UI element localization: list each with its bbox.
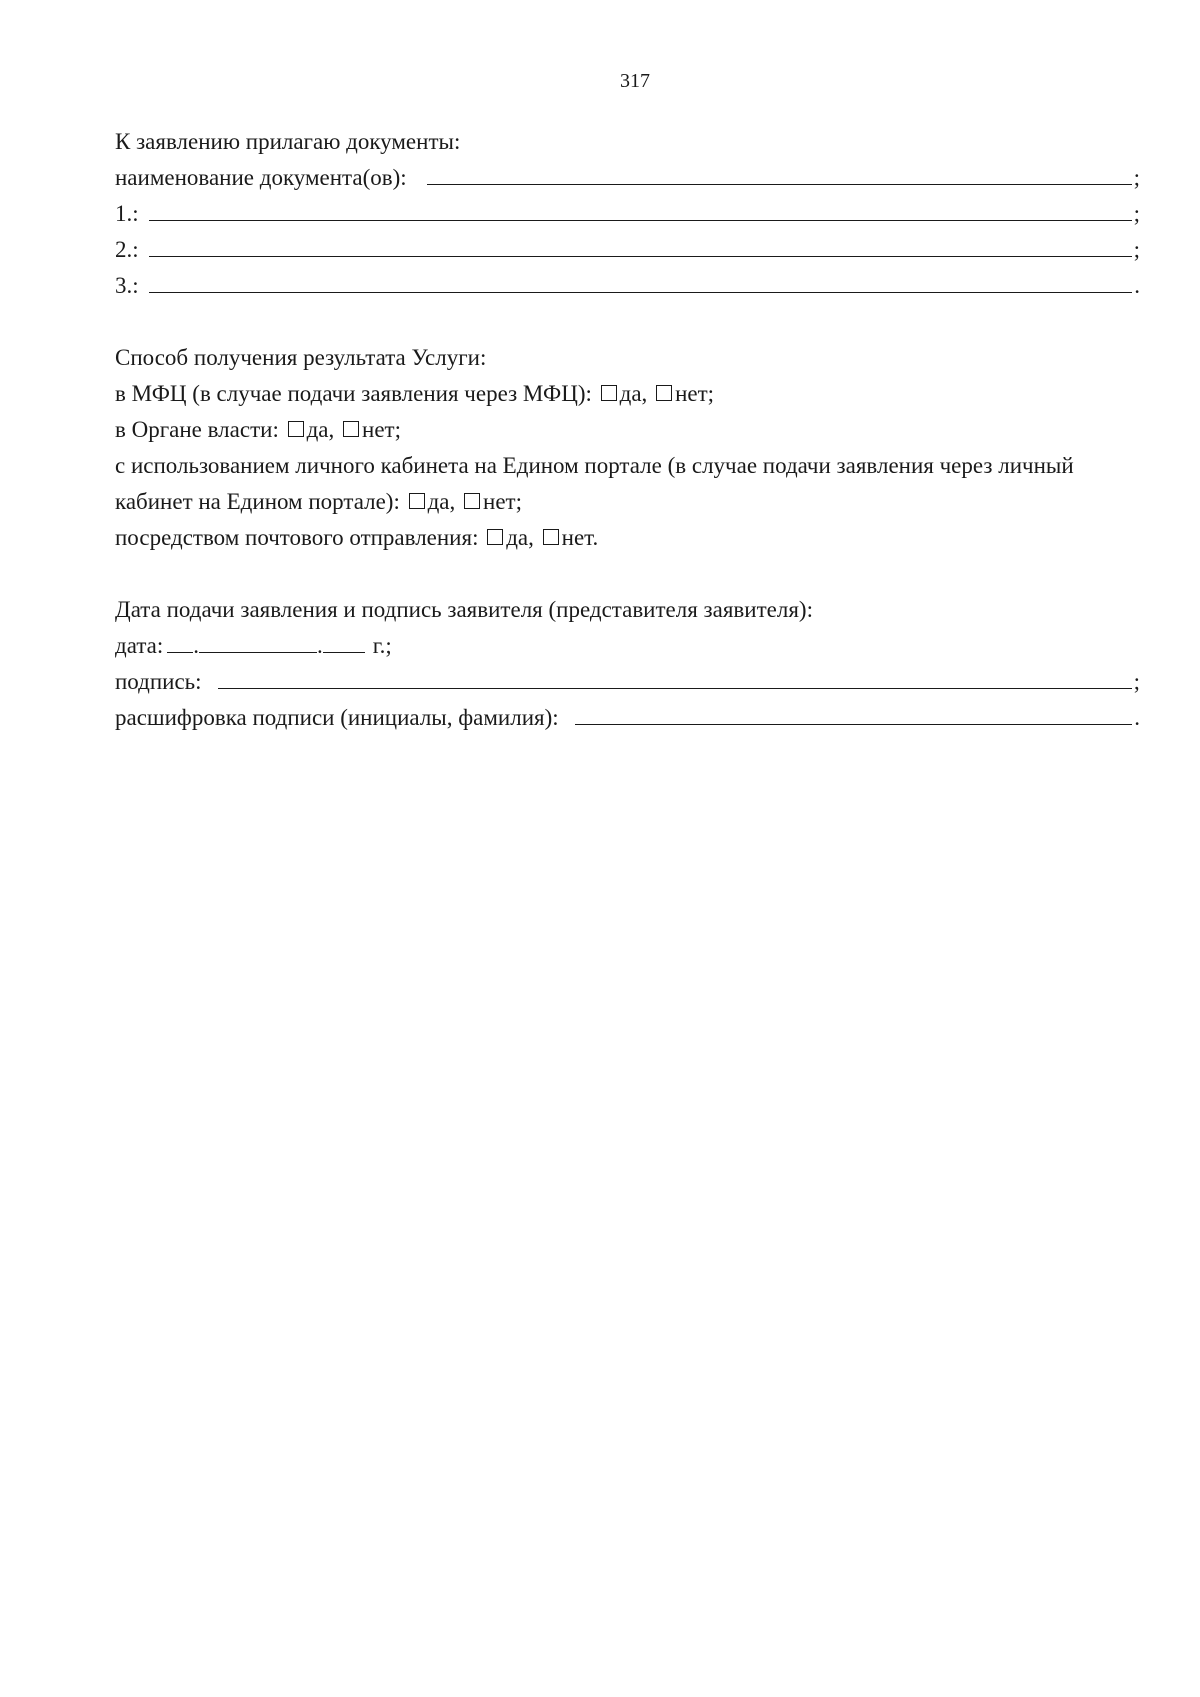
mfc-no-checkbox[interactable] — [656, 385, 672, 401]
delivery-portal-line2 — [115, 484, 1140, 520]
signature-field[interactable] — [218, 666, 1132, 689]
attachment-end-1: ; — [1133, 201, 1140, 226]
delivery-heading-text: Способ получения результата Услуги: — [115, 345, 487, 370]
date-year-field[interactable] — [323, 632, 365, 653]
portal-no-checkbox[interactable] — [464, 493, 480, 509]
decode-line — [115, 700, 1140, 736]
date-year-suffix: г.; — [372, 633, 392, 658]
delivery-portal-line1 — [115, 448, 1140, 484]
delivery-portal-label: кабинет на Едином портале): — [115, 489, 400, 514]
section-spacer — [115, 556, 1140, 592]
attachment-end-3: . — [1134, 273, 1140, 298]
attachment-field-3[interactable] — [149, 270, 1133, 293]
date-month-field[interactable] — [199, 632, 317, 653]
mfc-yes-checkbox[interactable] — [601, 385, 617, 401]
date-dot-2: . — [317, 633, 323, 658]
decode-end: . — [1134, 705, 1140, 730]
document-name-line — [115, 160, 1140, 196]
attachments-heading — [115, 124, 1140, 160]
mfc-no-label: нет; — [675, 381, 715, 406]
attachment-line-3 — [115, 268, 1140, 304]
decode-field[interactable] — [575, 702, 1133, 725]
organ-yes-label: да, — [306, 417, 335, 442]
delivery-post — [115, 520, 1140, 556]
post-no-checkbox[interactable] — [543, 529, 559, 545]
delivery-organ — [115, 412, 1140, 448]
signature-line — [115, 664, 1140, 700]
portal-yes-label: да, — [427, 489, 456, 514]
delivery-portal-text: с использованием личного кабинета на Едином портале (в случае подачи заявления через личный — [115, 453, 1074, 478]
delivery-organ-label: в Органе власти: — [115, 417, 279, 442]
delivery-mfc-label: в МФЦ (в случае подачи заявления через МФЦ): — [115, 381, 592, 406]
attachments-heading-text: К заявлению прилагаю документы: — [115, 129, 461, 154]
document-name-field[interactable] — [427, 162, 1132, 185]
organ-no-label: нет; — [362, 417, 401, 442]
post-no-label: нет. — [561, 525, 599, 550]
delivery-post-label: посредством почтового отправления: — [115, 525, 479, 550]
mfc-yes-label: да, — [619, 381, 648, 406]
attachment-line-2 — [115, 232, 1140, 268]
signature-label: подпись: — [115, 669, 202, 694]
portal-yes-checkbox[interactable] — [409, 493, 425, 509]
post-yes-checkbox[interactable] — [487, 529, 503, 545]
signature-heading — [115, 592, 1140, 628]
date-label: дата: — [115, 633, 164, 658]
organ-yes-checkbox[interactable] — [288, 421, 304, 437]
date-line — [115, 628, 1140, 664]
attachment-field-2[interactable] — [149, 234, 1132, 257]
page-number: 317 — [620, 70, 650, 92]
signature-heading-text: Дата подачи заявления и подпись заявителя (представителя заявителя): — [115, 597, 813, 622]
decode-label: расшифровка подписи (инициалы, фамилия): — [115, 705, 559, 730]
attachment-label-3: 3.: — [115, 273, 139, 298]
attachment-label-1: 1.: — [115, 201, 139, 226]
document-name-end: ; — [1133, 165, 1140, 190]
attachment-label-2: 2.: — [115, 237, 139, 262]
date-day-field[interactable] — [167, 632, 193, 653]
attachment-end-2: ; — [1133, 237, 1140, 262]
document-name-label: наименование документа(ов): — [115, 165, 407, 190]
section-spacer — [115, 304, 1140, 340]
date-dot-1: . — [193, 633, 199, 658]
signature-end: ; — [1133, 669, 1140, 694]
organ-no-checkbox[interactable] — [343, 421, 359, 437]
attachment-line-1 — [115, 196, 1140, 232]
delivery-heading — [115, 340, 1140, 376]
post-yes-label: да, — [506, 525, 534, 550]
attachment-field-1[interactable] — [149, 198, 1132, 221]
form-body — [115, 124, 1140, 736]
portal-no-label: нет; — [483, 489, 522, 514]
delivery-mfc — [115, 376, 1140, 412]
